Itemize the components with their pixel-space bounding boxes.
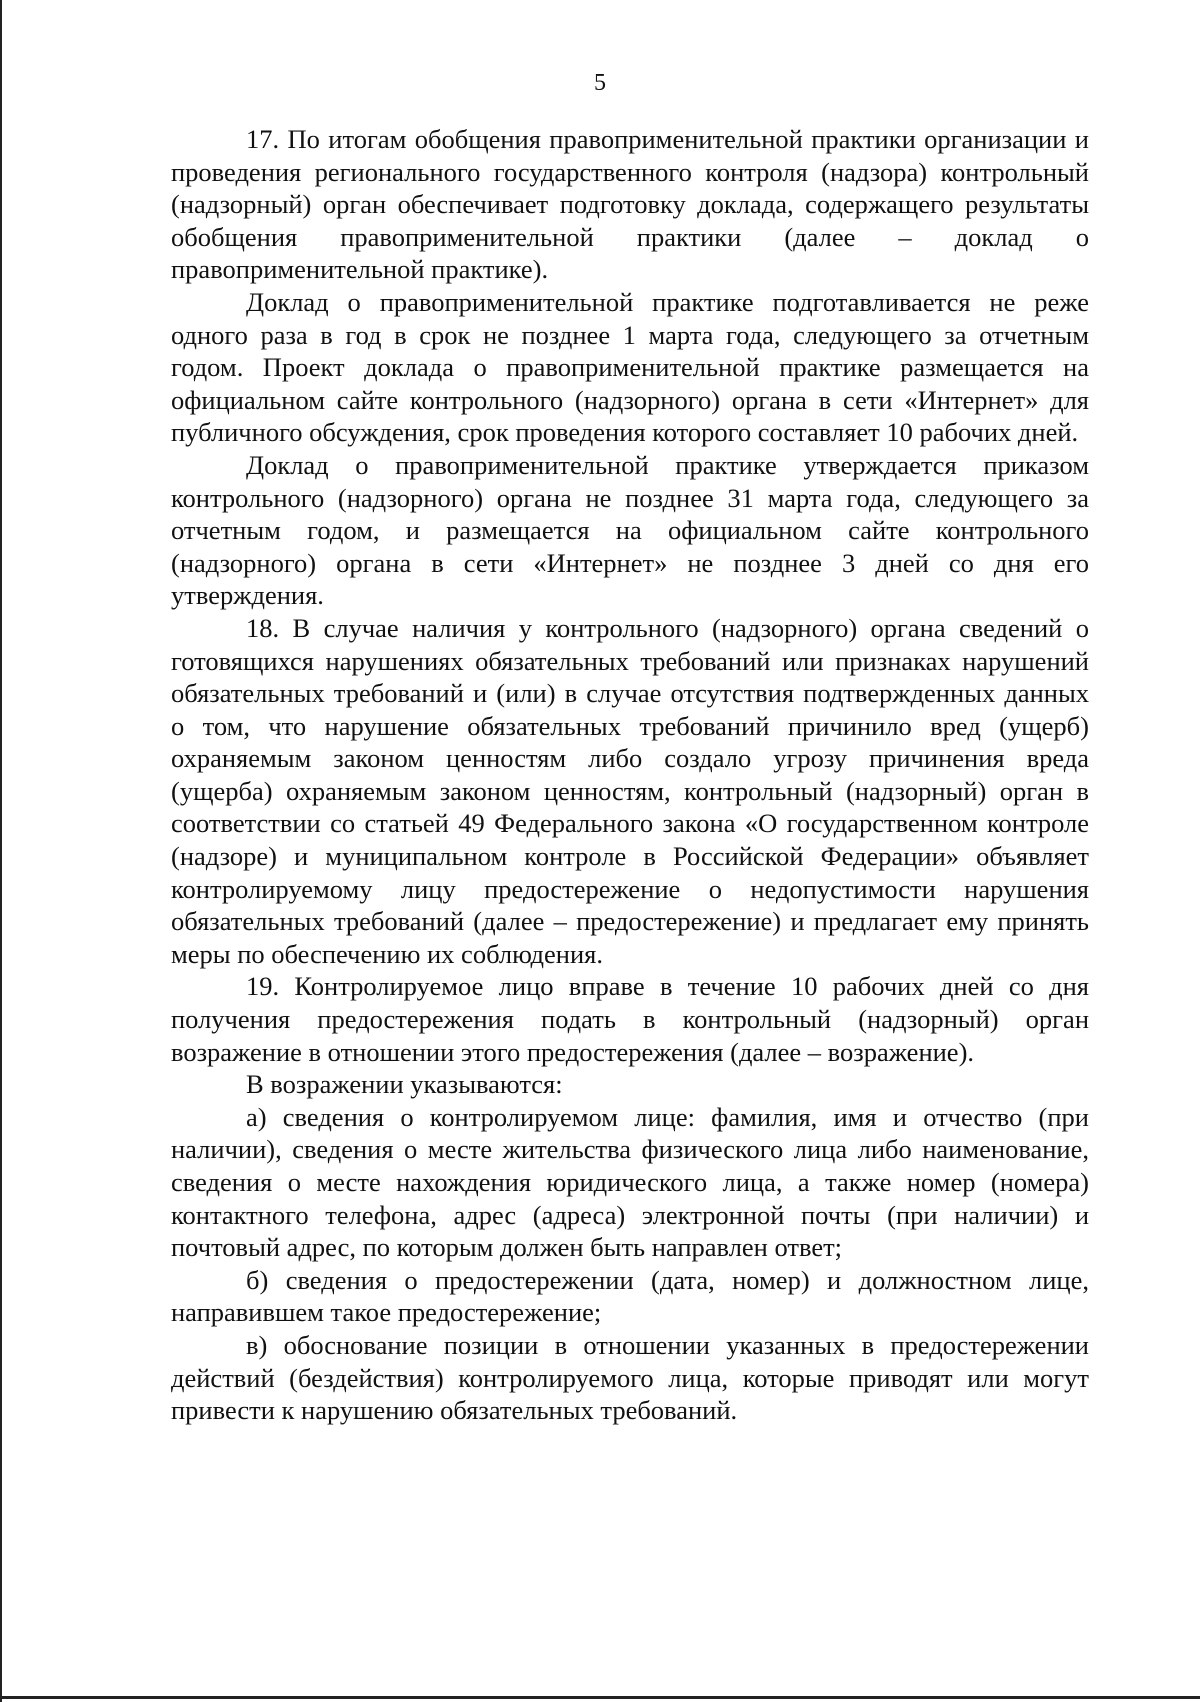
list-item-b: б) сведения о предостережении (дата, номер) и должностном лице, направившем такое предостережение; — [171, 1264, 1089, 1328]
list-item-v: в) обоснование позиции в отношении указанных в предостережении действий (бездействия) контролируемого лица, которые приводят или могут привести к нарушению обязательных требований. — [171, 1329, 1089, 1426]
scan-bottom-edge — [0, 1696, 1200, 1699]
page-number: 5 — [594, 70, 606, 96]
paragraph-19: 19. Контролируемое лицо вправе в течение 10 рабочих дней со дня получения предостережения подать в контрольный (надзорный) орган возражение в отношении этого предостережения (далее – возражение). — [171, 971, 1089, 1067]
paragraph-17: 17. По итогам обобщения правоприменительной практики организации и проведения регионального государственного контроля (надзора) контрольный (надзорный) орган обеспечивает подготовку доклада, содержащего результаты обобщения правоприменительной практики (далее – доклад о правоприменительной практике). — [171, 124, 1089, 285]
paragraph-report-frequency: Доклад о правоприменительной практике подготавливается не реже одного раза в год в срок не позднее 1 марта года, следующего за отчетным годом. Проект доклада о правоприменительной практике размещается на официальном сайте контрольного (надзорного) органа в сети «Интернет» для публичного обсуждения, срок проведения которого составляет 10 рабочих дней. — [171, 286, 1089, 448]
scan-left-edge — [0, 0, 2, 1702]
paragraph-objection-contents: В возражении указываются: — [246, 1069, 563, 1100]
document-body — [171, 123, 1089, 1427]
paragraph-report-approval: Доклад о правоприменительной практике утверждается приказом контрольного (надзорного) органа не позднее 31 марта года, следующего за отчетным годом, и размещается на официальном сайте контрольного (надзорного) органа в сети «Интернет» не позднее 3 дней со дня его утверждения. — [171, 449, 1089, 611]
paragraph-18: 18. В случае наличия у контрольного (надзорного) органа сведений о готовящихся нарушениях обязательных требований или признаках нарушений обязательных требований и (или) в случае отсутствия подтвержденных данных о том, что нарушение обязательных требований причинило вред (ущерб) охраняемым законом ценностям либо создало угрозу причинения вреда (ущерба) охраняемым законом ценностям, контрольный (надзорный) орган в соответствии со статьей 49 Федерального закона «О государственном контроле (надзоре) и муниципальном контроле в Российской Федерации» объявляет контролируемому лицу предостережение о недопустимости нарушения обязательных требований (далее – предостережение) и предлагает ему принять меры по обеспечению их соблюдения. — [171, 612, 1089, 969]
list-item-a: а) сведения о контролируемом лице: фамилия, имя и отчество (при наличии), сведения о месте жительства физического лица либо наименование, сведения о месте нахождения юридического лица, а также номер (номера) контактного телефона, адрес (адреса) электронной почты (при наличии) и почтовый адрес, по которым должен быть направлен ответ; — [171, 1101, 1089, 1263]
